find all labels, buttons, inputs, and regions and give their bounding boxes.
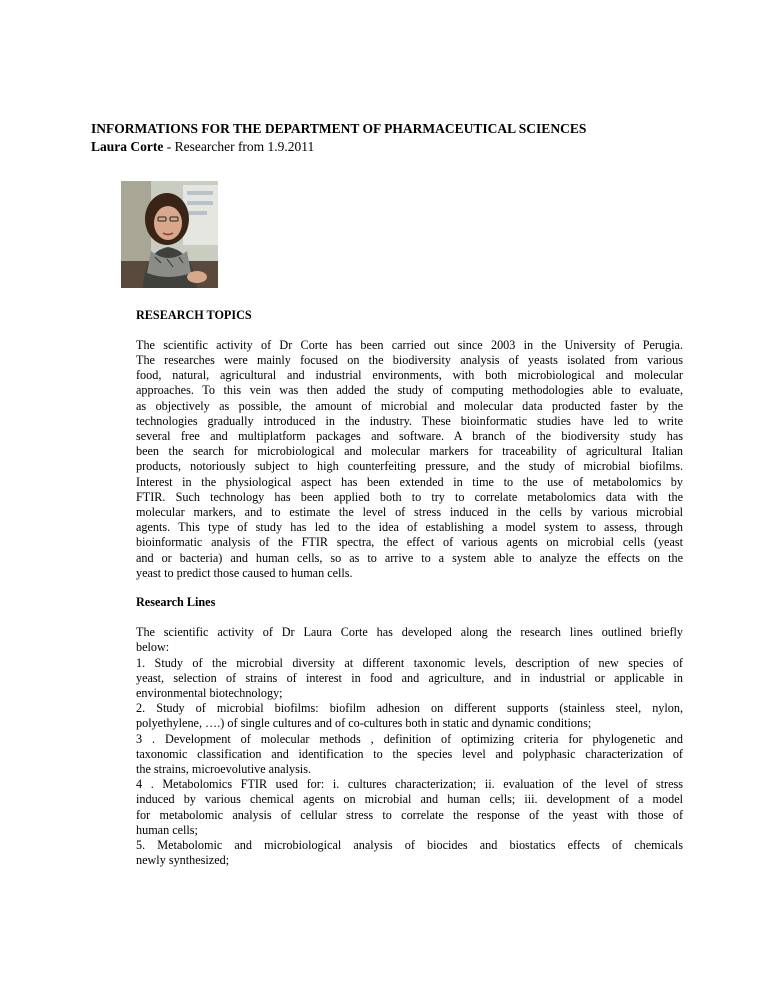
text-line: approaches. To this vein was then added the study of computing methodologies able to evaluate, [136,383,683,398]
text-line: taxonomic classification and identification to the species level and polyphasic characterization of [136,746,683,761]
research-topics-heading: RESEARCH TOPICS [136,308,252,322]
text-line: polyethylene, ….) of single cultures and of co-cultures both in static and dynamic conditions; [136,716,592,731]
text-line: molecular markers, and to estimate the level of stress induced in the cells by various microbial [136,504,683,519]
text-line: 4 . Metabolomics FTIR used for: i. cultures characterization; ii. evaluation of the level of stress [136,777,683,792]
text-line: technologies gradually introduced in the industry. These bioinformatic studies have led to write [136,413,683,428]
text-line: The scientific activity of Dr Corte has been carried out since 2003 in the University of Perugia. [136,337,683,352]
text-line: several free and multiplatform packages and software. A branch of the biodiversity study has [136,428,683,443]
text-line: and or bacteria) and human cells, so as to arrive to a system able to analyze the effects on the [136,550,683,565]
research-topics-paragraph [136,338,683,581]
text-line: below: [136,640,170,655]
text-line: the strains, microevolutive analysis. [136,761,311,776]
text-line: been the search for microbiological and molecular markers for traceability of agricultural Italian [136,444,683,459]
text-line: for metabolomic analysis of cellular stress to correlate the response of the yeast with those of [136,807,683,822]
text-line: human cells; [136,822,198,837]
research-line-item [136,656,683,702]
research-line-item [136,732,683,778]
research-line-item [136,838,683,868]
text-line: yeast to predict those caused to human cells. [136,565,353,580]
text-line: food, natural, agricultural and industrial environments, with both microbiological and molecular [136,368,683,383]
text-line: 3 . Development of molecular methods , definition of optimizing criteria for phylogenetic and [136,731,683,746]
author-role: - Researcher from 1.9.2011 [163,139,315,154]
portrait-photo [121,181,218,288]
text-line: induced by various chemical agents on microbial and human cells; iii. development of a model [136,792,683,807]
text-line: as objectively as possible, the amount of microbial and molecular data producted faster by the [136,398,683,413]
text-line: bioinformatic analysis of the FTIR spectra, the effect of various agents on microbial cells (yeast [136,535,683,550]
author-line [91,139,314,155]
text-line: 2. Study of microbial biofilms: biofilm adhesion on different supports (stainless steel, nylon, [136,701,683,716]
text-line: The scientific activity of Dr Laura Corte has developed along the research lines outlined briefly [136,625,683,640]
text-line: 1. Study of the microbial diversity at different taxonomic levels, description of new species of [136,655,683,670]
text-line: 5. Metabolomic and microbiological analysis of biocides and biostatics effects of chemicals [136,838,683,852]
text-line: The researches were mainly focused on the biodiversity analysis of yeasts isolated from various [136,352,683,367]
text-line: yeast, selection of strains of interest in food and agriculture, and in industrial or applicable in [136,670,683,685]
page-title: INFORMATIONS FOR THE DEPARTMENT OF PHARMACEUTICAL SCIENCES [91,121,587,136]
text-line: Interest in the physiological aspect has been extended in time to the use of metabolomics by [136,474,683,489]
research-line-item [136,701,683,731]
text-line: FTIR. Such technology has been applied both to try to correlate metabolomics data with the [136,489,683,504]
text-line: products, notoriously subject to high counterfeiting pressure, and the study of microbial biofilms. [136,459,683,474]
research-lines-heading: Research Lines [136,595,216,610]
research-line-item [136,777,683,838]
text-line: agents. This type of study has led to the idea of establishing a model system to assess, through [136,520,683,535]
text-line: newly synthesized; [136,853,230,868]
research-lines-intro [136,625,683,655]
research-lines-list [136,656,683,869]
author-name: Laura Corte [91,139,164,154]
main-content [136,308,683,868]
text-line: environmental biotechnology; [136,685,283,700]
